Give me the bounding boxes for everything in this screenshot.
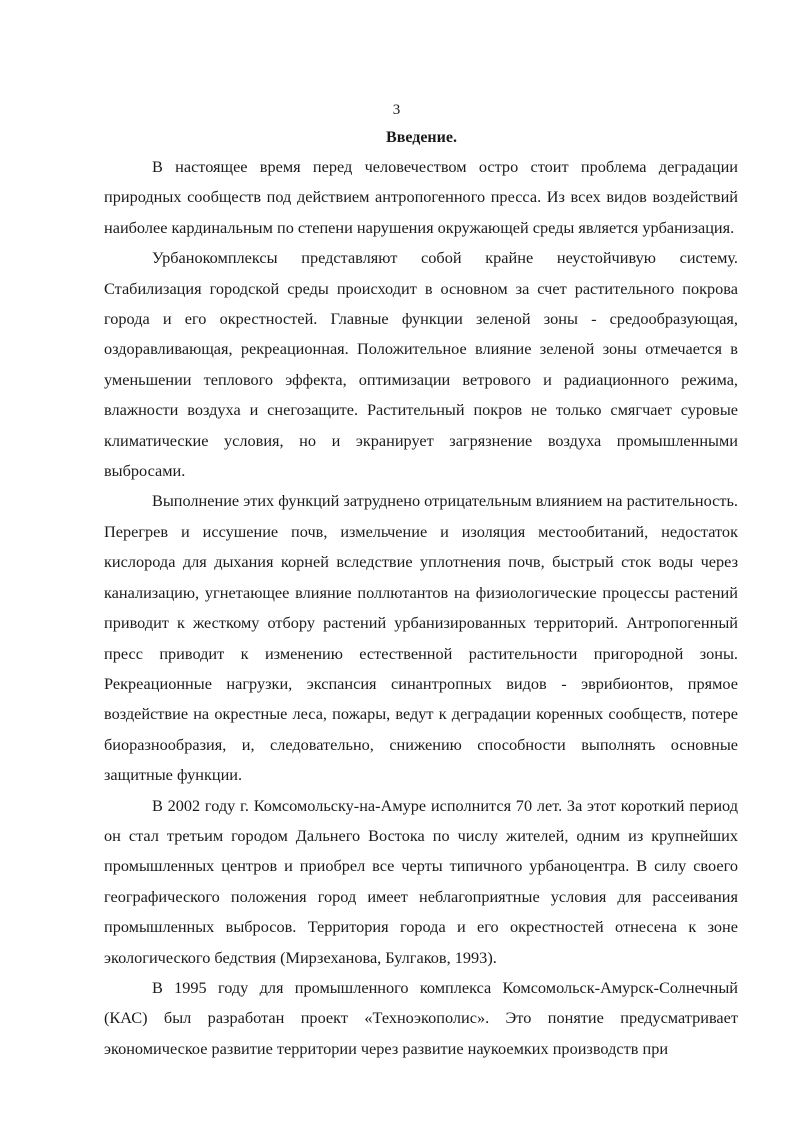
paragraph-vegetation-impact: Выполнение этих функций затруднено отрицательным влиянием на растительность. Перегрев и иссушение почв, измельчение и изоляция местообитаний, недостаток кислорода для дыхания корней вследствие уплотнения почв, быстрый сток воды через канализацию, угнетающее влияние поллютантов на физиологические процессы растений приводит к жесткому отбору растений урбанизированных территорий. Антропогенный пресс приводит к изменению естественной растительности пригородной зоны. Рекреационные нагрузки, экспансия синантропных видов - эврибионтов, прямое воздействие на окрестные леса, пожары, ведут к деградации коренных сообществ, потере биоразнообразия, и, следовательно, снижению способности выполнять основные защитные функции.: [104, 491, 738, 785]
paragraph-urban-complexes: Урбанокомплексы представляют собой крайне неустойчивую систему. Стабилизация городской среды происходит в основном за счет растительного покрова города и его окрестностей. Главные функции зеленой зоны - средообразующая, оздоравливающая, рекреационная. Положительное влияние зеленой зоны отмечается в уменьшении теплового эффекта, оптимизации ветрового и радиационного режима, влажности воздуха и снегозащите. Растительный покров не только смягчает суровые климатические условия, но и экранирует загрязнение воздуха промышленными выбросами.: [104, 248, 738, 481]
paragraph-technoecopolis: В 1995 году для промышленного комплекса Комсомольск-Амурск-Солнечный (КАС) был разработан проект «Техноэкополис». Это понятие предусматривает экономическое развитие территории через развитие наукоемких производств при: [104, 977, 738, 1058]
section-title: Введение.: [386, 129, 457, 146]
paragraph-komsomolsk: В 2002 году г. Комсомольску-на-Амуре исполнится 70 лет. За этот короткий период он стал третьим городом Дальнего Востока по числу жителей, одним из крупнейших промышленных центров и приобрел все черты типичного урбаноцентра. В силу своего географического положения город имеет неблагоприятные условия для рассеивания промышленных выбросов. Территория города и его окрестностей отнесена к зоне экологического бедствия (Мирзеханова, Булгаков, 1993).: [104, 795, 738, 967]
page-number: 3: [392, 102, 401, 118]
paragraph-intro: В настоящее время перед человечеством остро стоит проблема деградации природных сообществ под действием антропогенного пресса. Из всех видов воздействий наиболее кардинальным по степени нарушения окружающей среды является урбанизация.: [104, 157, 738, 237]
body-text: [104, 152, 738, 1064]
